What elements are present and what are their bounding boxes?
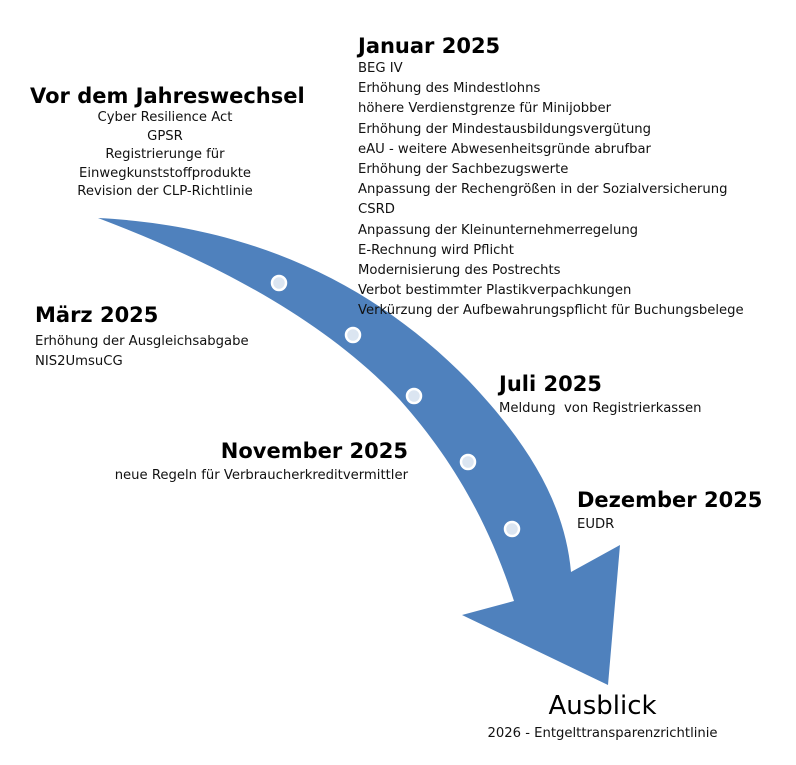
list-juli-2025 xyxy=(499,399,702,419)
section-dezember-2025 xyxy=(577,487,762,535)
heading-vor-dem-jahreswechsel: Vor dem Jahreswechsel xyxy=(30,84,305,108)
heading-november-2025: November 2025 xyxy=(220,439,408,463)
list-item: neue Regeln für Verbraucherkreditvermittler xyxy=(114,468,408,483)
list-item: GPSR xyxy=(147,128,183,144)
heading-januar-2025: Januar 2025 xyxy=(358,34,501,58)
list-dezember-2025 xyxy=(577,515,762,535)
section-ausblick xyxy=(470,690,735,744)
milestone-marker xyxy=(407,389,421,403)
list-item: Einwegkunststoffprodukte xyxy=(78,165,252,181)
list-item: Erhöhung der Sachbezugswerte xyxy=(358,162,569,178)
list-item: NIS2UmsuCG xyxy=(35,354,123,370)
list-item: Revision der CLP-Richtlinie xyxy=(77,184,253,199)
section-november-2025 xyxy=(60,438,408,486)
list-item: Modernisierung des Postrechts xyxy=(358,263,561,279)
section-vor-dem-jahreswechsel xyxy=(30,83,305,202)
section-maerz-2025 xyxy=(35,302,249,372)
list-item: BEG IV xyxy=(358,61,403,76)
heading-ausblick: Ausblick xyxy=(548,691,657,721)
list-item: E-Rechnung wird Pflicht xyxy=(358,242,514,258)
milestone-marker xyxy=(272,276,286,290)
milestone-marker xyxy=(346,328,360,342)
list-vor-dem-jahreswechsel xyxy=(30,109,300,202)
list-item: CSRD xyxy=(358,202,395,218)
list-item: Erhöhung der Mindestausbildungsvergütung xyxy=(358,121,652,137)
list-item: Verbot bestimmter Plastikverpachkungen xyxy=(358,283,632,299)
list-item: Meldung von Registrierkassen xyxy=(499,401,702,416)
section-januar-2025 xyxy=(358,33,744,322)
list-maerz-2025 xyxy=(35,332,249,372)
milestone-marker xyxy=(461,455,475,469)
list-item: eAU - weitere Abwesenheitsgründe abrufbar xyxy=(358,141,651,157)
list-item: Registrierunge für xyxy=(105,147,225,162)
list-item: Erhöhung der Ausgleichsabgabe xyxy=(35,334,249,349)
section-juli-2025 xyxy=(499,371,702,419)
milestone-marker xyxy=(505,522,519,536)
heading-dezember-2025: Dezember 2025 xyxy=(577,488,763,512)
list-item: höhere Verdienstgrenze für Minijobber xyxy=(358,101,612,117)
list-ausblick xyxy=(470,724,735,744)
list-item: Anpassung der Rechengrößen in der Sozialversicherung xyxy=(358,182,728,198)
heading-juli-2025: Juli 2025 xyxy=(499,372,602,396)
list-item: Erhöhung des Mindestlohns xyxy=(358,81,541,97)
list-item: EUDR xyxy=(577,517,615,532)
list-januar-2025 xyxy=(358,59,744,322)
heading-maerz-2025: März 2025 xyxy=(35,303,159,327)
list-item: 2026 - Entgelttransparenzrichtlinie xyxy=(487,726,718,741)
list-item: Verkürzung der Aufbewahrungspflicht für Buchungsbelege xyxy=(358,303,744,319)
list-november-2025 xyxy=(60,466,408,486)
list-item: Cyber Resilience Act xyxy=(97,110,233,125)
list-item: Anpassung der Kleinunternehmerregelung xyxy=(358,222,639,238)
